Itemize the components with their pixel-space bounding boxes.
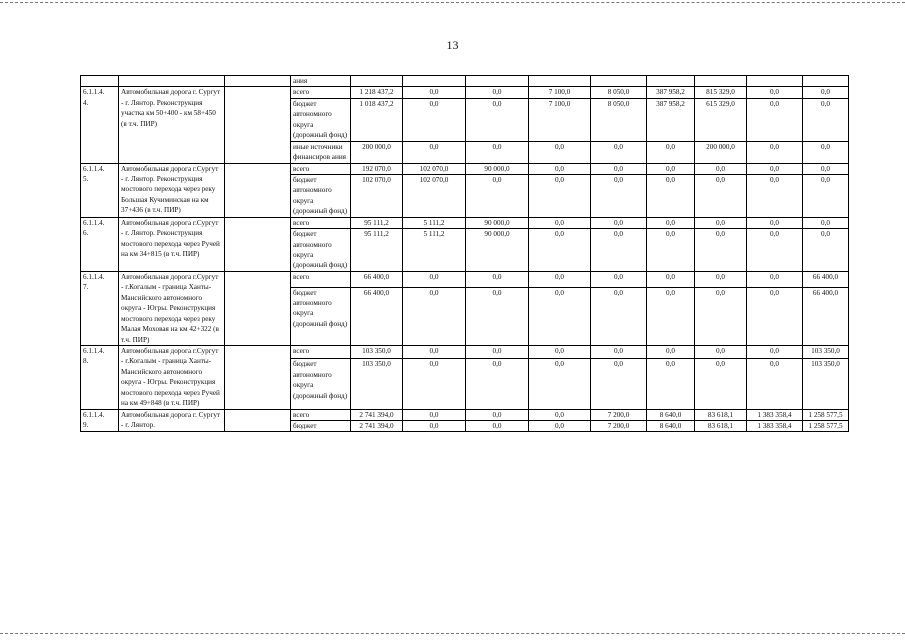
- table-row: [81, 345, 849, 358]
- scan-top-edge: [0, 2, 905, 3]
- amount-cell: 0,0: [591, 287, 647, 345]
- item-name: Автомобильная дорога г.Сургут - г. Лянтор. Реконструкция мостового перехода через Ручей на км 34+815 (в т.ч. ПИР): [119, 217, 225, 271]
- amount-cell: 0,0: [803, 163, 849, 174]
- empty-cell: [695, 76, 747, 87]
- empty-cell: [351, 76, 403, 87]
- item-code: 6.1.1.4. 6.: [81, 217, 119, 271]
- amount-cell: 0,0: [591, 345, 647, 358]
- table-row: [81, 87, 849, 98]
- amount-cell: 0,0: [403, 421, 466, 432]
- amount-cell: 615 329,0: [695, 98, 747, 141]
- amount-cell: 8 640,0: [647, 409, 695, 420]
- amount-cell: 66 400,0: [351, 271, 403, 287]
- amount-cell: 0,0: [803, 217, 849, 228]
- amount-cell: 0,0: [747, 141, 803, 163]
- amount-cell: 0,0: [591, 141, 647, 163]
- amount-cell: 5 111,2: [403, 229, 466, 272]
- amount-cell: 387 958,2: [647, 98, 695, 141]
- responsible-cell: [225, 217, 291, 271]
- responsible-cell: [225, 163, 291, 217]
- item-code: 6.1.1.4. 8.: [81, 345, 119, 409]
- amount-cell: 0,0: [695, 174, 747, 217]
- item-code: 6.1.1.4. 4.: [81, 87, 119, 163]
- amount-cell: 7 200,0: [591, 409, 647, 420]
- responsible-cell: [225, 87, 291, 163]
- amount-cell: 95 111,2: [351, 229, 403, 272]
- amount-cell: 0,0: [647, 229, 695, 272]
- amount-cell: 0,0: [591, 174, 647, 217]
- amount-cell: 0,0: [403, 87, 466, 98]
- amount-cell: 0,0: [529, 229, 591, 272]
- item-code: 6.1.1.4. 7.: [81, 271, 119, 345]
- empty-cell: [403, 76, 466, 87]
- source-cell: всего: [291, 163, 351, 174]
- amount-cell: 0,0: [695, 359, 747, 409]
- amount-cell: 7 200,0: [591, 421, 647, 432]
- amount-cell: 102 070,0: [403, 163, 466, 174]
- amount-cell: 0,0: [695, 271, 747, 287]
- amount-cell: 0,0: [747, 359, 803, 409]
- amount-cell: 66 400,0: [803, 287, 849, 345]
- amount-cell: 90 000,0: [466, 229, 529, 272]
- amount-cell: 2 741 394,0: [351, 409, 403, 420]
- amount-cell: 0,0: [747, 87, 803, 98]
- responsible-cell: [225, 271, 291, 345]
- amount-cell: 1 018 437,2: [351, 98, 403, 141]
- item-name: Автомобильная дорога г. Сургут - г. Лянтор. Реконструкция участка км 50+400 - км 58+450 (в т.ч. ПИР): [119, 87, 225, 163]
- amount-cell: 0,0: [747, 287, 803, 345]
- empty-cell: [529, 76, 591, 87]
- amount-cell: 200 000,0: [695, 141, 747, 163]
- source-cell: бюджет: [291, 421, 351, 432]
- amount-cell: 0,0: [529, 287, 591, 345]
- amount-cell: 7 100,0: [529, 98, 591, 141]
- amount-cell: 0,0: [466, 421, 529, 432]
- table-row: [81, 409, 849, 420]
- amount-cell: 0,0: [803, 174, 849, 217]
- amount-cell: 0,0: [647, 345, 695, 358]
- scan-bottom-edge: [0, 633, 905, 634]
- amount-cell: 0,0: [647, 359, 695, 409]
- amount-cell: 1 218 437,2: [351, 87, 403, 98]
- amount-cell: 95 111,2: [351, 217, 403, 228]
- amount-cell: 0,0: [529, 345, 591, 358]
- empty-cell: [466, 76, 529, 87]
- empty-cell: [647, 76, 695, 87]
- amount-cell: 0,0: [695, 217, 747, 228]
- amount-cell: 0,0: [695, 229, 747, 272]
- responsible-cell: [225, 345, 291, 409]
- source-cell: всего: [291, 409, 351, 420]
- amount-cell: 387 958,2: [647, 87, 695, 98]
- amount-cell: 103 350,0: [351, 345, 403, 358]
- amount-cell: 103 350,0: [351, 359, 403, 409]
- amount-cell: 83 618,1: [695, 409, 747, 420]
- amount-cell: 5 111,2: [403, 217, 466, 228]
- amount-cell: 0,0: [647, 217, 695, 228]
- amount-cell: 0,0: [591, 229, 647, 272]
- amount-cell: 0,0: [466, 409, 529, 420]
- amount-cell: 8 050,0: [591, 98, 647, 141]
- empty-cell: [119, 76, 225, 87]
- amount-cell: 0,0: [529, 141, 591, 163]
- amount-cell: 0,0: [695, 163, 747, 174]
- financing-table: [80, 75, 849, 432]
- amount-cell: 0,0: [529, 174, 591, 217]
- amount-cell: 0,0: [466, 98, 529, 141]
- amount-cell: 0,0: [591, 271, 647, 287]
- amount-cell: 1 383 358,4: [747, 409, 803, 420]
- amount-cell: 83 618,1: [695, 421, 747, 432]
- source-cell: бюджет автономного округа (дорожный фонд): [291, 359, 351, 409]
- item-code: 6.1.1.4. 5.: [81, 163, 119, 217]
- amount-cell: 0,0: [803, 141, 849, 163]
- amount-cell: 1 383 358,4: [747, 421, 803, 432]
- amount-cell: 0,0: [403, 359, 466, 409]
- empty-cell: [803, 76, 849, 87]
- empty-cell: [591, 76, 647, 87]
- amount-cell: 1 258 577,5: [803, 409, 849, 420]
- amount-cell: 0,0: [747, 217, 803, 228]
- amount-cell: 0,0: [403, 141, 466, 163]
- amount-cell: 0,0: [529, 359, 591, 409]
- amount-cell: 0,0: [529, 271, 591, 287]
- amount-cell: 0,0: [466, 271, 529, 287]
- empty-cell: [747, 76, 803, 87]
- source-cell: бюджет автономного округа (дорожный фонд): [291, 287, 351, 345]
- amount-cell: 0,0: [747, 163, 803, 174]
- source-cell: всего: [291, 217, 351, 228]
- amount-cell: 0,0: [695, 287, 747, 345]
- source-cell: всего: [291, 271, 351, 287]
- source-cell: иные источники финансиров ания: [291, 141, 351, 163]
- amount-cell: 0,0: [647, 271, 695, 287]
- table-body: [81, 76, 849, 432]
- amount-cell: 0,0: [466, 141, 529, 163]
- amount-cell: 0,0: [466, 345, 529, 358]
- amount-cell: 0,0: [591, 217, 647, 228]
- amount-cell: 90 000,0: [466, 217, 529, 228]
- item-name: Автомобильная дорога г. Сургут - г. Лянтор.: [119, 409, 225, 432]
- amount-cell: 102 070,0: [351, 174, 403, 217]
- amount-cell: 0,0: [529, 409, 591, 420]
- amount-cell: 0,0: [591, 359, 647, 409]
- item-name: Автомобильная дорога г.Сургут - г.Когалым - граница Ханты-Мансийского автономного округа - Югры. Реконструкция мостового перехода через Ручей на км 49+848 (в т.ч. ПИР): [119, 345, 225, 409]
- amount-cell: 0,0: [647, 287, 695, 345]
- amount-cell: 192 070,0: [351, 163, 403, 174]
- amount-cell: 0,0: [695, 345, 747, 358]
- amount-cell: 2 741 394,0: [351, 421, 403, 432]
- empty-cell: [225, 76, 291, 87]
- amount-cell: 1 258 577,5: [803, 421, 849, 432]
- amount-cell: 0,0: [803, 229, 849, 272]
- source-cell: бюджет автономного округа (дорожный фонд): [291, 174, 351, 217]
- amount-cell: 0,0: [529, 421, 591, 432]
- amount-cell: 8 640,0: [647, 421, 695, 432]
- page-number: 13: [446, 38, 459, 52]
- amount-cell: 0,0: [747, 271, 803, 287]
- amount-cell: 0,0: [529, 217, 591, 228]
- amount-cell: 0,0: [747, 98, 803, 141]
- amount-cell: 0,0: [466, 87, 529, 98]
- empty-cell: [81, 76, 119, 87]
- amount-cell: 0,0: [747, 229, 803, 272]
- amount-cell: 66 400,0: [351, 287, 403, 345]
- amount-cell: 102 070,0: [403, 174, 466, 217]
- source-cell: бюджет автономного округа (дорожный фонд): [291, 229, 351, 272]
- item-name: Автомобильная дорога г.Сургут - г. Лянтор. Реконструкция мостового перехода через реку Большая Кучиминская на км 37+436 (в т.ч. ПИР): [119, 163, 225, 217]
- amount-cell: 0,0: [747, 345, 803, 358]
- amount-cell: 0,0: [647, 163, 695, 174]
- source-cell: ания: [291, 76, 351, 87]
- amount-cell: 0,0: [647, 174, 695, 217]
- amount-cell: 90 000,0: [466, 163, 529, 174]
- responsible-cell: [225, 409, 291, 432]
- amount-cell: 0,0: [466, 359, 529, 409]
- amount-cell: 815 329,0: [695, 87, 747, 98]
- amount-cell: 0,0: [466, 287, 529, 345]
- amount-cell: 7 100,0: [529, 87, 591, 98]
- item-name: Автомобильная дорога г.Сургут - г.Когалым - граница Ханты-Мансийского автономного округа - Югры. Реконструкция мостового перехода через реку Малая Моховая на км 42+322 (в т.ч. ПИР): [119, 271, 225, 345]
- amount-cell: 0,0: [529, 163, 591, 174]
- amount-cell: 66 400,0: [803, 271, 849, 287]
- table-row: [81, 163, 849, 174]
- amount-cell: 0,0: [403, 409, 466, 420]
- amount-cell: 0,0: [403, 98, 466, 141]
- source-cell: бюджет автономного округа (дорожный фонд): [291, 98, 351, 141]
- amount-cell: 0,0: [403, 271, 466, 287]
- source-cell: всего: [291, 87, 351, 98]
- amount-cell: 8 050,0: [591, 87, 647, 98]
- amount-cell: 103 350,0: [803, 345, 849, 358]
- amount-cell: 0,0: [403, 345, 466, 358]
- amount-cell: 200 000,0: [351, 141, 403, 163]
- amount-cell: 0,0: [747, 174, 803, 217]
- amount-cell: 0,0: [803, 98, 849, 141]
- amount-cell: 0,0: [591, 163, 647, 174]
- table-row: [81, 217, 849, 228]
- amount-cell: 0,0: [647, 141, 695, 163]
- table-row: [81, 271, 849, 287]
- amount-cell: 103 350,0: [803, 359, 849, 409]
- item-code: 6.1.1.4. 9.: [81, 409, 119, 432]
- table-row: [81, 76, 849, 87]
- source-cell: всего: [291, 345, 351, 358]
- amount-cell: 0,0: [403, 287, 466, 345]
- amount-cell: 0,0: [803, 87, 849, 98]
- amount-cell: 0,0: [466, 174, 529, 217]
